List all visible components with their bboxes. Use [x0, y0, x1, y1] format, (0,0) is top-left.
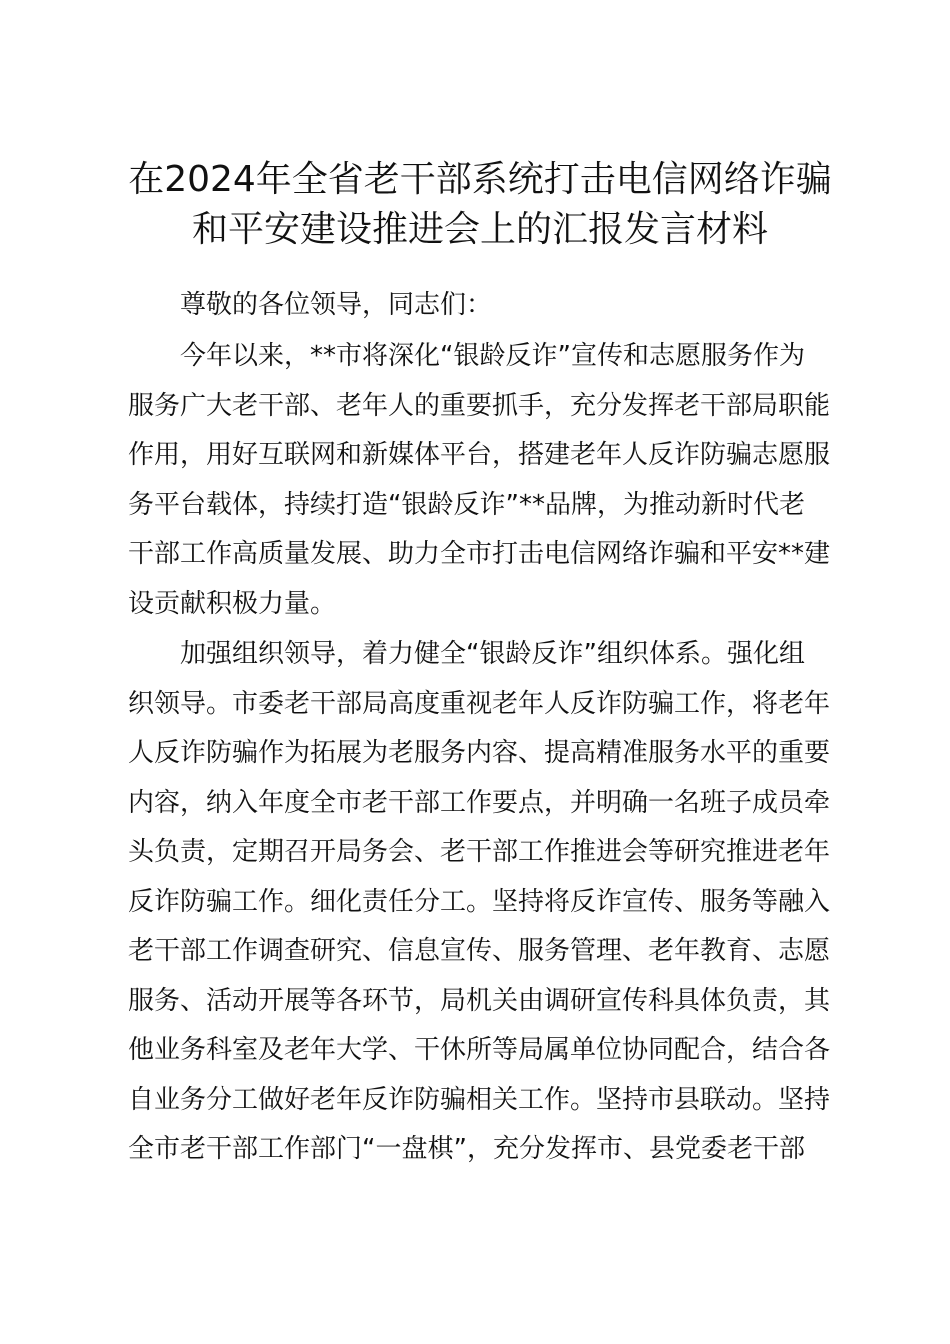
paragraph-line: 老干部工作调查研究、信息宣传、服务管理、老年教育、志愿	[128, 936, 831, 966]
document-title-line-2: 和平安建设推进会上的汇报发言材料	[191, 209, 768, 250]
paragraph-line: 头负责，定期召开局务会、老干部工作推进会等研究推进老年	[128, 837, 831, 867]
paragraph-line: 内容，纳入年度全市老干部工作要点，并明确一名班子成员牵	[128, 788, 831, 818]
paragraph-line: 反诈防骗工作。细化责任分工。坚持将反诈宣传、服务等融入	[128, 887, 831, 917]
paragraph-line: 务平台载体，持续打造“银龄反诈”**品牌，为推动新时代老	[128, 490, 805, 520]
paragraph-line: 服务广大老干部、老年人的重要抓手，充分发挥老干部局职能	[128, 391, 831, 421]
paragraph-line: 今年以来，**市将深化“银龄反诈”宣传和志愿服务作为	[180, 341, 805, 371]
document-title-line-1: 在2024年全省老干部系统打击电信网络诈骗	[128, 159, 832, 200]
paragraph-line: 人反诈防骗作为拓展为老服务内容、提高精准服务水平的重要	[128, 738, 831, 768]
paragraph-line: 全市老干部工作部门“一盘棋”，充分发挥市、县党委老干部	[128, 1134, 805, 1164]
paragraph-line: 加强组织领导，着力健全“银龄反诈”组织体系。强化组	[180, 639, 805, 669]
paragraph-line: 织领导。市委老干部局高度重视老年人反诈防骗工作，将老年	[128, 689, 831, 719]
paragraph-line: 干部工作高质量发展、助力全市打击电信网络诈骗和平安**建	[128, 539, 831, 569]
paragraph-line: 自业务分工做好老年反诈防骗相关工作。坚持市县联动。坚持	[128, 1085, 831, 1115]
paragraph-line: 作用，用好互联网和新媒体平台，搭建老年人反诈防骗志愿服	[128, 440, 831, 470]
paragraph-line: 设贡献积极力量。	[128, 589, 337, 619]
paragraph-line: 服务、活动开展等各环节，局机关由调研宣传科具体负责，其	[128, 986, 831, 1016]
salutation: 尊敬的各位领导，同志们：	[180, 290, 493, 320]
paragraph-line: 他业务科室及老年大学、干休所等局属单位协同配合，结合各	[128, 1035, 831, 1065]
